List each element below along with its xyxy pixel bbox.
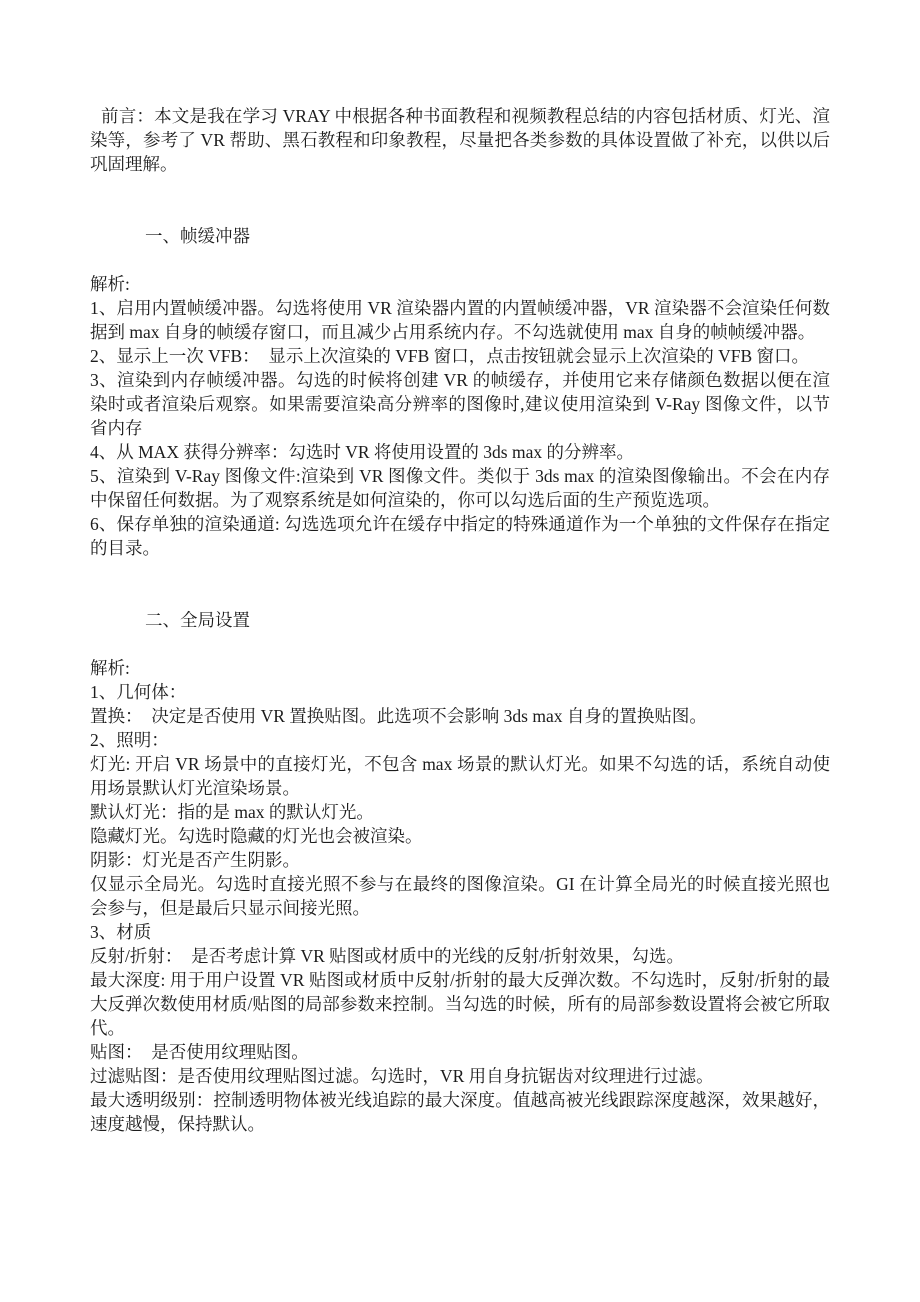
- paragraph: 仅显示全局光。勾选时直接光照不参与在最终的图像渲染。GI 在计算全局光的时候直接光照也会参与，但是最后只显示间接光照。: [90, 874, 830, 918]
- paragraph: 解析:: [90, 658, 130, 678]
- paragraph: 最大深度: 用于用户设置 VR 贴图或材质中反射/折射的最大反弹次数。不勾选时，反射/折射的最大反弹次数使用材质/贴图的局部参数来控制。当勾选的时候，所有的局部参数设置将会被它所取代。: [90, 970, 830, 1038]
- intro-paragraph: 前言：本文是我在学习 VRAY 中根据各种书面教程和视频教程总结的内容包括材质、灯光、渲染等，参考了 VR 帮助、黑石教程和印象教程，尽量把各类参数的具体设置做了补充，以供以后巩固理解。: [90, 106, 830, 174]
- paragraph: 3、渲染到内存帧缓冲器。勾选的时候将创建 VR 的帧缓存，并使用它来存储颜色数据以便在渲染时或者渲染后观察。如果需要渲染高分辨率的图像时,建议使用渲染到 V-Ray 图像文件，以节省内存: [90, 370, 830, 438]
- paragraph: 最大透明级别：控制透明物体被光线追踪的最大深度。值越高被光线跟踪深度越深，效果越好，速度越慢，保持默认。: [90, 1090, 830, 1134]
- paragraph: 5、渲染到 V-Ray 图像文件:渲染到 VR 图像文件。类似于 3ds max 的渲染图像输出。不会在内存中保留任何数据。为了观察系统是如何渲染的，你可以勾选后面的生产预览选项。: [90, 466, 830, 510]
- paragraph: 解析:: [90, 274, 130, 294]
- paragraph: 1、几何体：: [90, 682, 187, 702]
- paragraph: 置换： 决定是否使用 VR 置换贴图。此选项不会影响 3ds max 自身的置换贴图。: [90, 706, 707, 726]
- paragraph: 6、保存单独的渲染通道: 勾选选项允许在缓存中指定的特殊通道作为一个单独的文件保存在指定的目录。: [90, 514, 830, 558]
- paragraph: 灯光: 开启 VR 场景中的直接灯光，不包含 max 场景的默认灯光。如果不勾选的话，系统自动使用场景默认灯光渲染场景。: [90, 754, 830, 798]
- paragraph: 默认灯光：指的是 max 的默认灯光。: [90, 802, 374, 822]
- paragraph: 隐藏灯光。勾选时隐藏的灯光也会被渲染。: [90, 826, 423, 846]
- blank-line: [90, 560, 830, 584]
- paragraph: 3、材质: [90, 922, 152, 942]
- blank-line: [90, 248, 830, 272]
- blank-line: [90, 200, 830, 224]
- paragraph: 2、显示上一次 VFB： 显示上次渲染的 VFB 窗口，点击按钮就会显示上次渲染的 VFB 窗口。: [90, 346, 810, 366]
- section-heading: 二、全局设置: [145, 610, 250, 630]
- blank-line: [90, 584, 830, 608]
- paragraph: 贴图： 是否使用纹理贴图。: [90, 1042, 309, 1062]
- section-heading: 一、帧缓冲器: [145, 226, 250, 246]
- paragraph: 4、从 MAX 获得分辨率：勾选时 VR 将使用设置的 3ds max 的分辨率。: [90, 442, 634, 462]
- blank-line: [90, 632, 830, 656]
- paragraph: 2、照明：: [90, 730, 169, 750]
- paragraph: 1、启用内置帧缓冲器。勾选将使用 VR 渲染器内置的内置帧缓冲器，VR 渲染器不会渲染任何数据到 max 自身的帧缓存窗口，而且减少占用系统内存。不勾选就使用 max 自身的帧帧缓冲器。: [90, 298, 830, 342]
- paragraph: 过滤贴图：是否使用纹理贴图过滤。勾选时，VR 用自身抗锯齿对纹理进行过滤。: [90, 1066, 714, 1086]
- paragraph: 反射/折射： 是否考虑计算 VR 贴图或材质中的光线的反射/折射效果，勾选。: [90, 946, 685, 966]
- blank-line: [90, 176, 830, 200]
- document-body: [90, 104, 830, 1136]
- paragraph: 阴影：灯光是否产生阴影。: [90, 850, 300, 870]
